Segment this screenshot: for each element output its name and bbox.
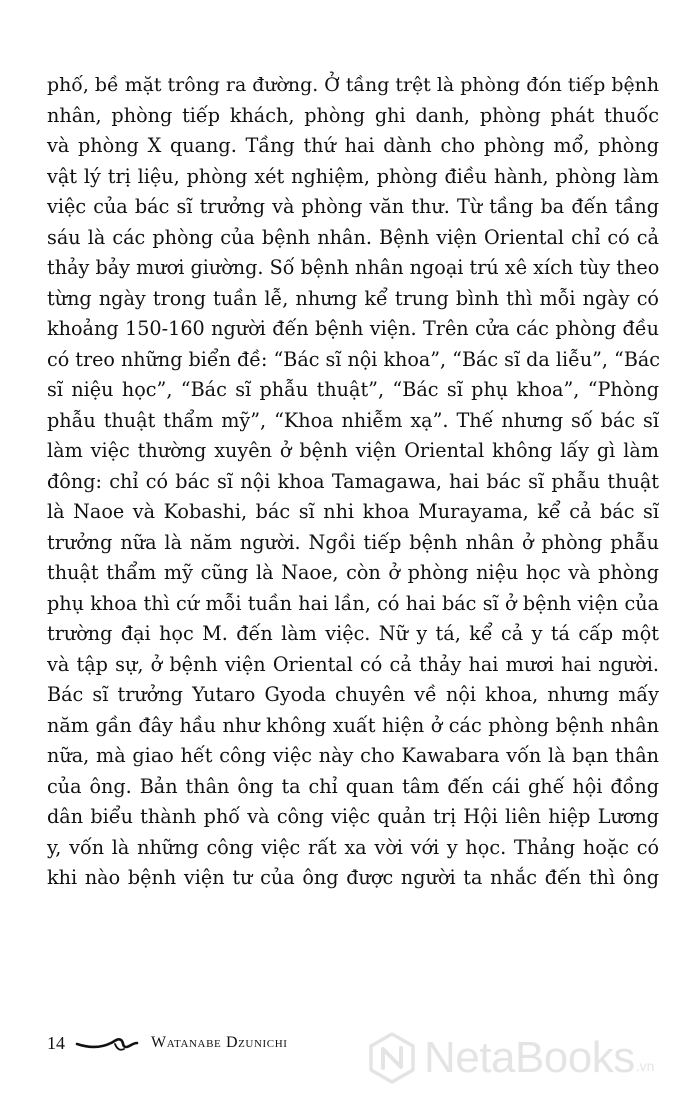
- text-line: của ông. Bản thân ông ta chỉ quan tâm đến cái ghế hội đồng: [47, 774, 659, 798]
- netabooks-n-logo-icon: [366, 1032, 418, 1084]
- text-line: từng ngày trong tuần lễ, nhưng kể trung bình thì mỗi ngày có: [47, 286, 659, 310]
- text-line: năm gần đây hầu như không xuất hiện ở các phòng bệnh nhân: [47, 713, 659, 737]
- watermark-suffix: .vn: [635, 1058, 655, 1074]
- author-name: Watanabe Dzunichi: [151, 1034, 288, 1051]
- text-line: thuật thẩm mỹ cũng là Naoe, còn ở phòng niệu học và phòng: [47, 561, 659, 584]
- text-line: vật lý trị liệu, phòng xét nghiệm, phòng điều hành, phòng làm: [47, 164, 659, 188]
- text-line: nhân, phòng tiếp khách, phòng ghi danh, phòng phát thuốc: [47, 103, 659, 127]
- text-line: sáu là các phòng của bệnh nhân. Bệnh viện Oriental chỉ có cả: [47, 225, 659, 249]
- text-line: sĩ niệu học”, “Bác sĩ phẫu thuật”, “Bác sĩ phụ khoa”, “Phòng: [47, 378, 659, 401]
- text-line: Bác sĩ trưởng Yutaro Gyoda chuyên về nội khoa, nhưng mấy: [47, 683, 659, 706]
- text-line: y, vốn là những công việc rất xa vời với y học. Thảng hoặc có: [47, 835, 659, 859]
- text-line: việc của bác sĩ trưởng và phòng văn thư. Từ tầng ba đến tầng: [47, 195, 659, 218]
- page-number: 14: [47, 1032, 65, 1053]
- page-footer: [47, 1028, 288, 1058]
- text-line: và phòng X quang. Tầng thứ hai dành cho phòng mổ, phòng: [47, 134, 659, 157]
- text-line: khi nào bệnh viện tư của ông được người ta nhắc đến thì ông: [47, 866, 659, 889]
- text-line: phẫu thuật thẩm mỹ”, “Khoa nhiễm xạ”. Thế nhưng số bác sĩ: [47, 408, 659, 432]
- text-line: đông: chỉ có bác sĩ nội khoa Tamagawa, hai bác sĩ phẫu thuật: [47, 469, 659, 493]
- text-line: trường đại học M. đến làm việc. Nữ y tá, kể cả y tá cấp một: [47, 622, 659, 645]
- watermark: [366, 1032, 654, 1084]
- swoosh-ornament-icon: [75, 1031, 139, 1055]
- text-line: là Naoe và Kobashi, bác sĩ nhi khoa Murayama, kể cả bác sĩ: [47, 500, 659, 523]
- text-line: thảy bảy mươi giường. Số bệnh nhân ngoại trú xê xích tùy theo: [47, 256, 660, 279]
- text-line: khoảng 150-160 người đến bệnh viện. Trên cửa các phòng đều: [47, 317, 659, 340]
- text-line: phố, bề mặt trông ra đường. Ở tầng trệt là phòng đón tiếp bệnh: [47, 74, 659, 96]
- text-line: dân biểu thành phố và công việc quản trị Hội liên hiệp Lương: [47, 805, 659, 828]
- text-line: nữa, mà giao hết công việc này cho Kawabara vốn là bạn thân: [47, 744, 659, 767]
- text-line: và tập sự, ở bệnh viện Oriental có cả thảy hai mươi hai người.: [47, 652, 659, 676]
- watermark-text: NetaBooks: [424, 1033, 635, 1082]
- text-line: có treo những biển đề: “Bác sĩ nội khoa”, “Bác sĩ da liễu”, “Bác: [47, 347, 660, 371]
- text-line: làm việc thường xuyên ở bệnh viện Oriental không lấy gì làm: [47, 439, 659, 462]
- text-line: trưởng nữa là năm người. Ngồi tiếp bệnh nhân ở phòng phẫu: [47, 530, 659, 554]
- page-body-text: [47, 70, 659, 894]
- text-line: phụ khoa thì cứ mỗi tuần hai lần, có hai bác sĩ ở bệnh viện của: [47, 591, 659, 615]
